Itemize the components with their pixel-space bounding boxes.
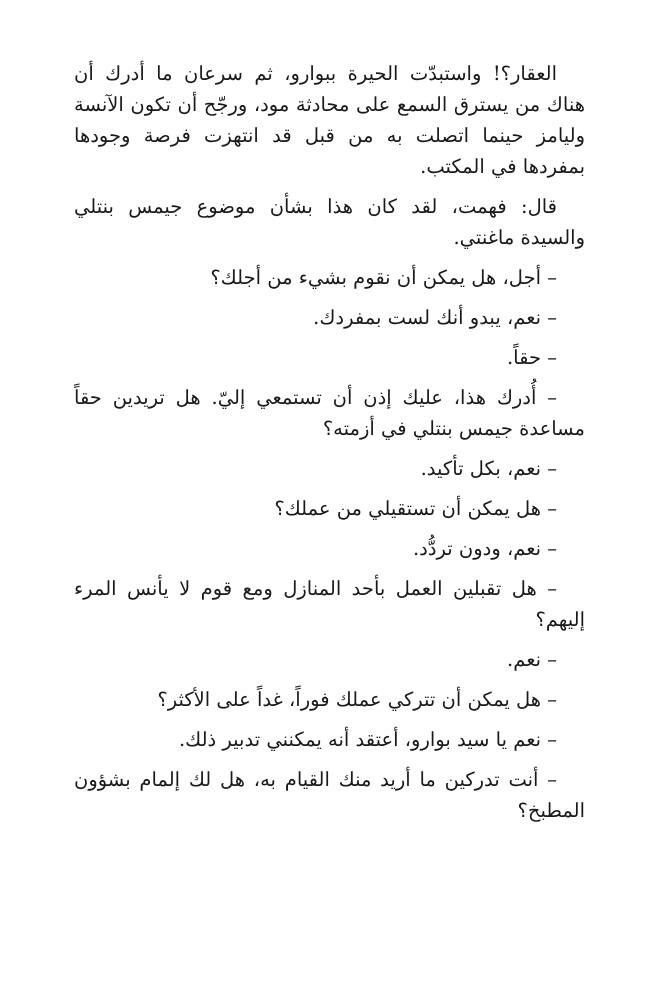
dialogue-line: – أُدرك هذا، عليك إذن أن تستمعي إليّ. هل تريدين حقاً مساعدة جيمس بنتلي في أزمته؟ [74,386,585,440]
dialogue-line: – نعم، بكل تأكيد. [420,457,557,480]
dialogue-line: – أجل، هل يمكن أن نقوم بشيء من أجلك؟ [210,266,557,289]
dialogue-line: – أنت تدركين ما أريد منك القيام به، هل لك إلمام بشؤون المطبخ؟ [74,768,585,822]
dialogue-line: – نعم، يبدو أنك لست بمفردك. [313,306,557,329]
dialogue-line: – حقاً. [506,346,557,369]
dialogue-line: – هل تقبلين العمل بأحد المنازل ومع قوم لا يأنس المرء إليهم؟ [74,577,585,631]
narrative-paragraph: قال: فهمت، لقد كان هذا بشأن موضوع جيمس بنتلي والسيدة ماغنتي. [74,195,585,249]
dialogue-line: – نعم، ودون تردُّد. [412,537,557,560]
narrative-paragraph: العقار؟! واستبدّت الحيرة ببوارو، ثم سرعان ما أدرك أن هناك من يسترق السمع على محادثة مود، ورجّح أن تكون الآنسة وليامز حينما اتصلت به من قبل قد انتهزت فرصة وجودها بمفردها في المكتب. [74,62,585,178]
dialogue-line: – هل يمكن أن تستقيلي من عملك؟ [274,497,557,520]
dialogue-line: – نعم يا سيد بوارو، أعتقد أنه يمكنني تدبير ذلك. [178,728,557,751]
dialogue-line: – نعم. [507,648,557,671]
dialogue-line: – هل يمكن أن تتركي عملك فوراً، غداً على الأكثر؟ [157,688,557,711]
